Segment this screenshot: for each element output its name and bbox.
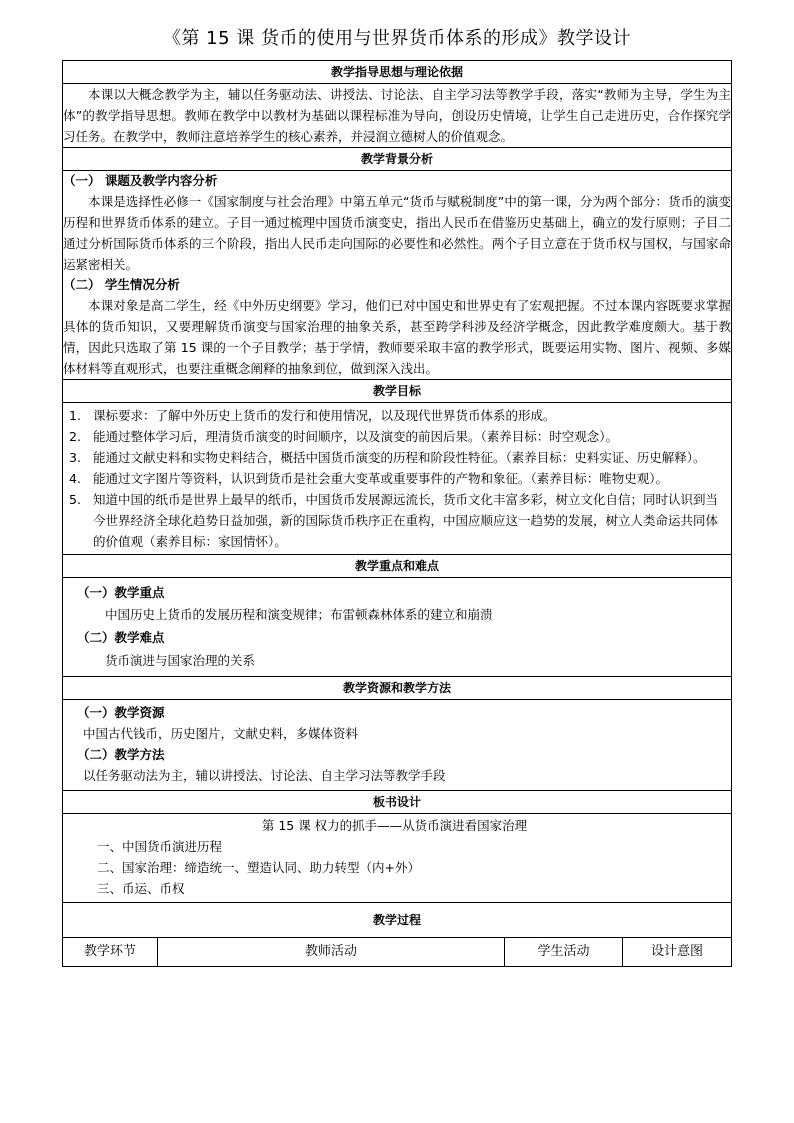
goal-item [63, 489, 726, 552]
section-body-resources [63, 700, 732, 791]
page-title: 《第 15 课 货币的使用与世界货币体系的形成》教学设计 [162, 28, 632, 49]
background-subheading-2: （二） 学生情况分析 [63, 277, 180, 292]
section-header-guide: 教学指导思想与理论依据 [63, 61, 732, 84]
lesson-plan-table [62, 60, 732, 967]
board-title: 第 15 课 权力的抓手——从货币演进看国家治理 [261, 818, 528, 833]
section-header-board: 板书设计 [63, 791, 732, 814]
board-line: 三、币运、币权 [97, 881, 185, 896]
keypoints-text-2: 货币演进与国家治理的关系 [105, 653, 256, 668]
section-body-background [63, 171, 732, 380]
goal-item [63, 447, 726, 468]
background-subheading-1: （一） 课题及教学内容分析 [63, 173, 218, 188]
goal-number: 2. [69, 429, 81, 444]
keypoints-text-1: 中国历史上货币的发展历程和演变规律；布雷顿森林体系的建立和崩溃 [105, 607, 493, 622]
resources-text-2: 以任务驱动法为主，辅以讲授法、讨论法、自主学习法等教学手段 [83, 768, 446, 783]
goal-text: 能通过文献史料和实物史料结合，概括中国货币演变的历程和阶段性特征。（素养目标：史料实证、历史解释）。 [93, 450, 706, 465]
goal-text: 能通过整体学习后，理清货币演变的时间顺序，以及演变的前因后果。（素养目标：时空观念）。 [93, 429, 619, 444]
goal-text: 课标要求：了解中外历史上货币的发行和使用情况，以及现代世界货币体系的形成。 [93, 408, 556, 423]
keypoints-subheading-1: （一）教学重点 [77, 585, 165, 600]
section-body-board [63, 814, 732, 903]
guide-paragraph: 本课以大概念教学为主，辅以任务驱动法、讲授法、讨论法、自主学习法等教学手段，落实“教师为主导，学生为主体”的教学指导思想。教师在教学中以教材为基础以课程标准为导向，创设历史情境，让学生自己走进历史，合作探究学习任务。在教学中，教师注意培养学生的核心素养，并浸润立德树人的价值观念。 [63, 87, 732, 144]
keypoints-subheading-2: （二）教学难点 [77, 630, 165, 645]
section-body-guide [63, 84, 732, 148]
goal-text: 知道中国的纸币是世界上最早的纸币，中国货币发展源远流长，货币文化丰富多彩，树立文化自信；同时认识到当今世界经济全球化趋势日益加强，新的国际货币秩序正在重构，中国应顺应这一趋势的发展，树立人类命运共同体的价值观（素养目标：家国情怀）。 [93, 492, 719, 549]
column-header-stage: 教学环节 [63, 938, 158, 967]
goal-item [63, 405, 726, 426]
section-header-resources: 教学资源和教学方法 [63, 677, 732, 700]
resources-subheading-2: （二）教学方法 [77, 747, 165, 762]
background-paragraph-2: 本课对象是高二学生，经《中外历史纲要》学习，他们已对中国史和世界史有了宏观把握。不过本课内容既要求掌握具体的货币知识，又要理解货币演变与国家治理的抽象关系，甚至跨学科涉及经济学概念，因此教学难度颇大。基于教情，因此只选取了第 15 课的一个子目教学；基于学情，教师要采取丰富的教学形式，既要运用实物、图片、视频、多媒体材料等直观形式，也要注重概念阐释的抽象到位，做到深入浅出。 [63, 298, 732, 376]
section-body-goals [63, 403, 732, 555]
goal-number: 1. [69, 408, 81, 423]
goals-list [63, 405, 726, 552]
goal-item [63, 468, 726, 489]
column-header-teacher: 教师活动 [158, 938, 505, 967]
section-body-keypoints [63, 578, 732, 677]
section-header-background: 教学背景分析 [63, 148, 732, 171]
section-header-process: 教学过程 [63, 903, 732, 938]
background-paragraph-1: 本课是选择性必修一《国家制度与社会治理》中第五单元“货币与赋税制度”中的第一课，分为两个部分：货币的演变历程和世界货币体系的建立。子目一通过梳理中国货币演变史，指出人民币在借鉴历史基础上，确立的发行原则；子目二通过分析国际货币体系的三个阶段，指出人民币走向国际的必要性和必然性。两个子目立意在于货币权与国权，与国家命运紧密相关。 [63, 194, 732, 272]
section-header-keypoints: 教学重点和难点 [63, 555, 732, 578]
goal-number: 3. [69, 450, 81, 465]
resources-text-1: 中国古代钱币，历史图片，文献史料，多媒体资料 [83, 726, 359, 741]
goal-number: 5. [69, 492, 81, 507]
resources-subheading-1: （一）教学资源 [77, 705, 165, 720]
section-header-goals: 教学目标 [63, 380, 732, 403]
goal-number: 4. [69, 471, 81, 486]
column-header-student: 学生活动 [505, 938, 623, 967]
board-line: 一、中国货币演进历程 [97, 839, 223, 854]
goal-text: 能通过文字图片等资料，认识到货币是社会重大变革或重要事件的产物和象征。（素养目标：唯物史观）。 [93, 471, 669, 486]
board-line: 二、国家治理：缔造统一、塑造认同、助力转型（内+外） [97, 860, 420, 875]
column-header-intent: 设计意图 [623, 938, 732, 967]
goal-item [63, 426, 726, 447]
